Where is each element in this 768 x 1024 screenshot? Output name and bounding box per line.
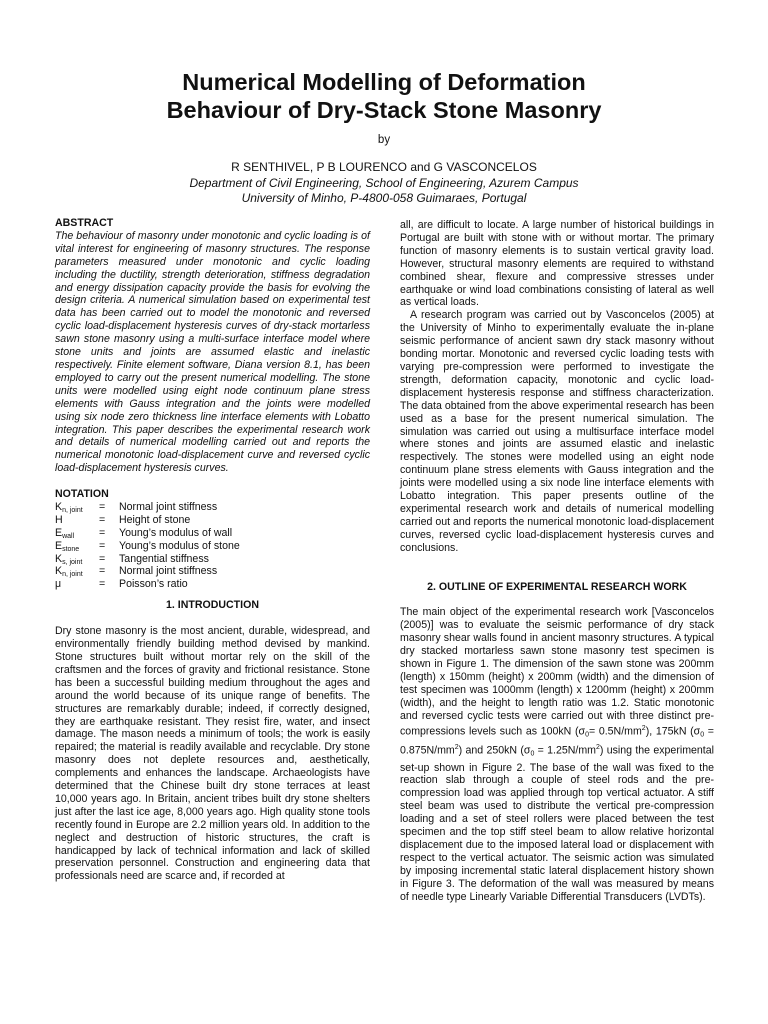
abstract-heading: ABSTRACT [55,217,114,229]
affiliation-line-2: University of Minho, P-4800-058 Guimaraes, Portugal [241,191,527,205]
abstract-text: The behaviour of masonry under monotonic and cyclic loading is of vital interest for engineering of masonry structures. The response parameters measured under monotonic and cyclic loading including the ductility, strength deterioration, stiffness degradation and energy dissipation capacity provide the basis for evolving the design criteria. A numerical simulation based on experimental test data has been carried out to model the monotonic and reversed cyclic load-displacement hysteresis curves of dry-stack mortarless sawn stone masonry using a multi-surface interface model where stone units and joints are assumed elastic and inelastic respectively. Finite element software, Diana version 8.1, has been employed to carry out the present numerical modelling. The stone units were modelled using eight node continuum plane stress elements with Gauss integration and the joints were modelled using six node zero thickness line interface elements with Lobatto integration. This paper describes the experimental research work and details of numerical modelling carried out and reports the numerical monotonic load-displacement curve and reversed cyclic load-displacement hysteresis curves. [55,229,370,475]
notation-heading: NOTATION [55,488,109,501]
affiliation [60,176,708,206]
notation-row: $E_{wall}$ = Young’s modulus of wall [55,526,233,540]
left-column [55,217,370,883]
introduction-heading: 1. INTRODUCTION [166,599,259,612]
affiliation-line-1: Department of Civil Engineering, School of Engineering, Azurem Campus [189,176,579,190]
notation-row: $K_{s, joint}$ = Tangential stiffness [55,552,209,566]
notation-row: μ = Poisson’s ratio [55,578,188,591]
notation-row: H = Height of stone [55,513,191,526]
authors: R SENTHIVEL, P B LOURENCO and G VASCONCELOS [231,160,537,174]
paragraph-text: A research program was carried out by Vasconcelos (2005) at the University of Minho to experimentally evaluate the in-plane seismic performance of ancient sawn dry stack masonry without bonding mortar. Monotonic and reversed cyclic loading tests with varying pre-compression were performed to investigate the strength, deformation capacity, monotonic and cyclic load-displacement hysteresis response and stiffness characterization. The data obtained from the above experimental research has been used as a base for the present numerical simulation. The simulation was carried out using a multisurface interface model where stones and joints are assumed elastic and inelastic respectively. The stones were modelled using an eight node continuum plane stress elements with Gauss integration and the joints were modelled using a six node line interface elements with Lobatto integration. This paper presents outline of the experimental research work and details of numerical modelling carried out and reports the numerical monotonic load-displacement curves, reversed cyclic load-displacement hysteresis curves and conclusions. [400,309,714,554]
paragraph-text: all, are difficult to locate. A large number of historical buildings in Portugal are built with stone with or without mortar. The primary function of masonry elements is to sustain vertical gravity load. However, structural masonry elements are required to withstand combined shear, flexure and compressive stresses under earthquake or wind load combinations consisting of lateral as well as vertical loads. [400,219,714,309]
paper-title [60,68,708,124]
section-2-heading: 2. OUTLINE OF EXPERIMENTAL RESEARCH WORK [427,580,687,593]
right-column [400,219,714,903]
introduction-text: Dry stone masonry is the most ancient, durable, widespread, and environmentally friendly building method devised by mankind. Stone structures built without mortar rely on the skill of the craftsmen and the forces of gravity and frictional resistance. Stone has been a successful building medium throughout the ages and around the world because of its unique range of benefits. The structures are remarkably durable; indeed, if correctly designed, they are earthquake resistant. They resist fire, water, and insect damage. The mason needs a minimum of tools; the work is easily repaired; the material is readily available and recyclable. Dry stone masonry does not deplete resources and, aesthetically, complements and enhances the landscape. Archaeologists have determined that the Chinese built dry stone terraces at least 10,000 years ago. In Britain, ancient tribes built dry stone shelters just after the last ice age, 8,000 years ago. High quality stone tools recently found in Europe are 2.2 million years old. In addition to the neglect and destruction of historic structures, the craft is handicapped by lack of technical information and lack of skilled preservation personnel. Construction and engineering data that professionals need are scarce and, if recorded at [55,625,370,883]
notation-row: $K_{n, joint}$ = Normal joint stiffness [55,501,218,515]
title-line-2: Behaviour of Dry-Stack Stone Masonry [166,97,602,123]
section-2-text: The main object of the experimental research work [Vasconcelos (2005)] was to evaluate the seismic performance of dry stack masonry shear walls found in ancient masonry structures. A typical dry stacked mortarless sawn stone masonry test specimen is shown in Figure 1. The dimension of the sawn stone was 200mm (length) x 150mm (height) x 200mm (width) and the dimension of test specimen was 1000mm (length) x 1200mm (height) x 200mm (width), and the height to length ratio was 1.2. Static monotonic and reversed cyclic tests were carried out with three distinct pre-compressions levels such as 100kN $(\sigma_0= 0.5N/mm^2)$, 175kN $(\sigma_0 = 0.875N/mm^2)$ and 250kN $(\sigma_0 = 1.25N/mm^2)$ using the experimental set-up shown in Figure 2. The base of the wall was fixed to the reaction slab through a couple of steel rods and the pre-compression load was applied through top vertical actuator. A stiff steel beam was used to distribute the vertical pre-compression loading and a set of steel rollers were placed between the test specimen and the top stiff steel beam to allow relative horizontal displacement due to the imposed lateral load or displacement with respect to the vertical actuator. The seismic action was simulated by imposing incremental static lateral displacement history shown in Figure 3. The deformation of the wall was measured by means of needle type Linearly Variable Differential Transducers (LVDTs). [400,606,714,903]
notation-row: $E_{stone}$ = Young’s modulus of stone [55,539,240,553]
title-line-1: Numerical Modelling of Deformation [182,69,586,95]
by-line: by [377,134,391,146]
notation-list [55,501,370,591]
notation-row: $K_{n, joint}$ = Normal joint stiffness [55,565,218,579]
